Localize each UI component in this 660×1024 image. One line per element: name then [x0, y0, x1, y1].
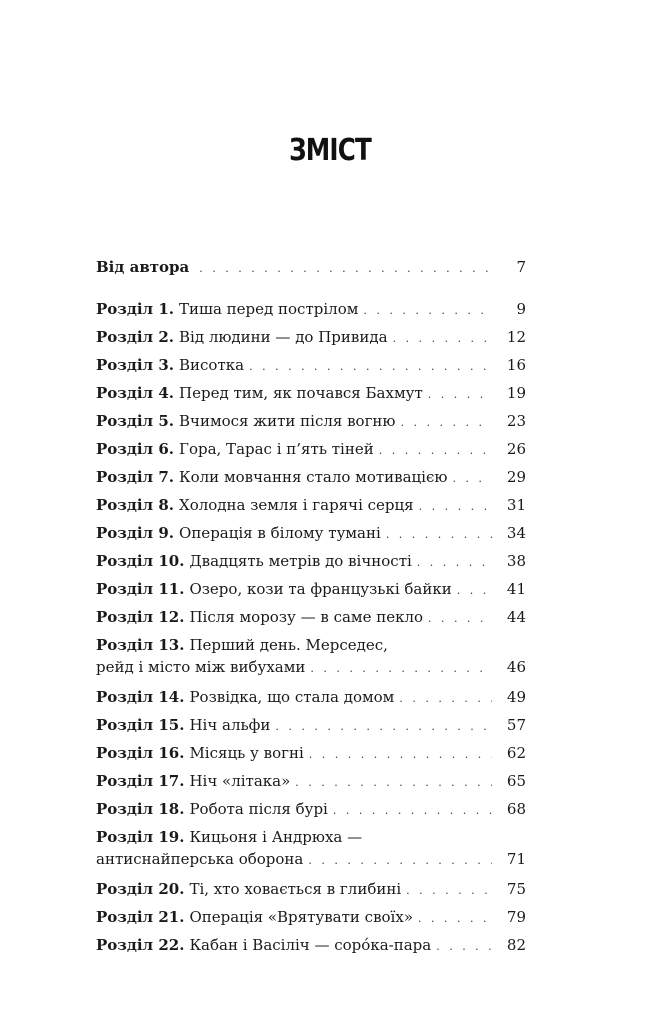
toc-entry [96, 520, 526, 548]
toc-page-number: 82 [506, 936, 526, 954]
toc-entry [96, 712, 526, 740]
toc-page-number: 7 [516, 258, 526, 276]
toc-entry-label: Розділ 10. [96, 552, 185, 570]
toc-entry-label: Розділ 11. [96, 580, 185, 598]
toc-entry-title: Двадцять метрів до вічності [189, 552, 412, 570]
toc-entry-label: Розділ 13. [96, 636, 185, 654]
toc-page-number: 44 [506, 608, 526, 626]
toc-page-number: 68 [506, 800, 526, 818]
toc-entry-title: Гора, Тарас і п’ять тіней [179, 440, 374, 458]
toc-entry [96, 436, 526, 464]
toc-page-number: 49 [506, 688, 526, 706]
page-title: ЗМІСТ [289, 133, 371, 168]
toc-page-number: 57 [506, 716, 526, 734]
toc-entry-title-continued: антиснайперська оборона [96, 850, 304, 868]
toc-page-number: 31 [506, 496, 526, 514]
leader-dots [333, 798, 492, 824]
toc-entry [96, 740, 526, 768]
toc-entry-title: Перший день. Мерседес, [189, 636, 388, 654]
toc-entry-label: Розділ 6. [96, 440, 175, 458]
toc-entry [96, 768, 526, 796]
table-of-contents [96, 254, 526, 960]
toc-entry [96, 904, 526, 932]
leader-dots [295, 770, 492, 796]
leader-dots [308, 850, 492, 872]
toc-page-number: 62 [506, 744, 526, 762]
toc-entry-title: Ніч альфи [189, 716, 271, 734]
leader-dots [457, 578, 492, 604]
leader-dots [401, 410, 493, 436]
toc-entry [96, 796, 526, 824]
toc-entry [96, 826, 526, 872]
toc-page-number: 34 [506, 524, 526, 542]
leader-dots [309, 742, 492, 768]
toc-entry [96, 684, 526, 712]
toc-entry-label: Розділ 22. [96, 936, 185, 954]
leader-dots [386, 522, 492, 548]
toc-page-number: 29 [506, 468, 526, 486]
toc-entry-label: Розділ 14. [96, 688, 185, 706]
toc-entry [96, 548, 526, 576]
toc-entry-title: Коли мовчання стало мотивацією [179, 468, 448, 486]
toc-entry-title-continued: рейд і місто між вибухами [96, 658, 306, 676]
toc-entry-label: Розділ 17. [96, 772, 185, 790]
toc-entry [96, 604, 526, 632]
toc-entry-label: Розділ 20. [96, 880, 185, 898]
toc-entry-label: Розділ 7. [96, 468, 175, 486]
toc-entry-title: Операція в білому тумані [179, 524, 381, 542]
toc-entry-label: Розділ 15. [96, 716, 185, 734]
toc-entry-title: Тиша перед пострілом [179, 300, 359, 318]
toc-entry-label: Розділ 5. [96, 412, 175, 430]
toc-entry [96, 324, 526, 352]
leader-dots [436, 934, 492, 960]
toc-page-number: 26 [506, 440, 526, 458]
toc-page-number: 16 [506, 356, 526, 374]
toc-entry-intro [96, 254, 526, 282]
toc-page-number: 9 [516, 300, 526, 318]
toc-entry [96, 408, 526, 436]
toc-entry-title: Ті, хто ховається в глибині [189, 880, 402, 898]
toc-entry-title: Від людини — до Привида [179, 328, 388, 346]
leader-dots [363, 298, 492, 324]
toc-entry [96, 492, 526, 520]
toc-entry [96, 876, 526, 904]
toc-entry [96, 296, 526, 324]
toc-entry-label: Від автора [96, 258, 190, 276]
toc-page-number: 38 [506, 552, 526, 570]
leader-dots [310, 658, 492, 680]
toc-entry [96, 352, 526, 380]
toc-entry-title: Висотка [179, 356, 245, 374]
toc-entry-title: Озеро, кози та французькі байки [189, 580, 452, 598]
leader-dots [275, 714, 492, 740]
leader-dots [417, 550, 492, 576]
toc-entry-title: Розвідка, що стала домом [189, 688, 395, 706]
leader-dots [249, 354, 492, 380]
toc-entry-title: Перед тим, як почався Бахмут [179, 384, 423, 402]
toc-entry-title: Робота після бурі [189, 800, 328, 818]
toc-page-number: 65 [506, 772, 526, 790]
toc-entry-title: Кабан і Васіліч — сорóка-пара [189, 936, 432, 954]
leader-dots [428, 606, 492, 632]
toc-page-number: 12 [506, 328, 526, 346]
toc-entry-title: Після морозу — в саме пекло [189, 608, 424, 626]
leader-dots [199, 256, 492, 282]
toc-entry [96, 576, 526, 604]
toc-entry-label: Розділ 3. [96, 356, 175, 374]
toc-entry-label: Розділ 9. [96, 524, 175, 542]
toc-entry-title: Місяць у вогні [189, 744, 304, 762]
toc-entry-title: Вчимося жити після вогню [179, 412, 396, 430]
toc-page-number: 75 [506, 880, 526, 898]
toc-entry [96, 464, 526, 492]
leader-dots [399, 686, 492, 712]
toc-entry [96, 634, 526, 680]
toc-entry-label: Розділ 1. [96, 300, 175, 318]
leader-dots [428, 382, 492, 408]
toc-entry [96, 932, 526, 960]
toc-page-number: 19 [506, 384, 526, 402]
toc-page-number: 71 [506, 850, 526, 868]
toc-entry-label: Розділ 12. [96, 608, 185, 626]
toc-entry-label: Розділ 8. [96, 496, 175, 514]
toc-entry-label: Розділ 18. [96, 800, 185, 818]
toc-entry-title: Кицьоня і Андрюха — [189, 828, 363, 846]
leader-dots [379, 438, 492, 464]
toc-entry [96, 380, 526, 408]
toc-entry-label: Розділ 19. [96, 828, 185, 846]
toc-entry-label: Розділ 4. [96, 384, 175, 402]
leader-dots [419, 494, 492, 520]
leader-dots [406, 878, 492, 904]
toc-entry-label: Розділ 2. [96, 328, 175, 346]
toc-entry-title: Ніч «літака» [189, 772, 291, 790]
toc-entry-title: Операція «Врятувати своїх» [189, 908, 413, 926]
leader-dots [418, 906, 492, 932]
leader-dots [393, 326, 492, 352]
toc-page-number: 23 [506, 412, 526, 430]
toc-page-number: 79 [506, 908, 526, 926]
toc-entry-title: Холодна земля і гарячі серця [179, 496, 414, 514]
toc-page-number: 46 [506, 658, 526, 676]
toc-entry-label: Розділ 16. [96, 744, 185, 762]
toc-page-number: 41 [506, 580, 526, 598]
toc-entry-label: Розділ 21. [96, 908, 185, 926]
leader-dots [452, 466, 492, 492]
